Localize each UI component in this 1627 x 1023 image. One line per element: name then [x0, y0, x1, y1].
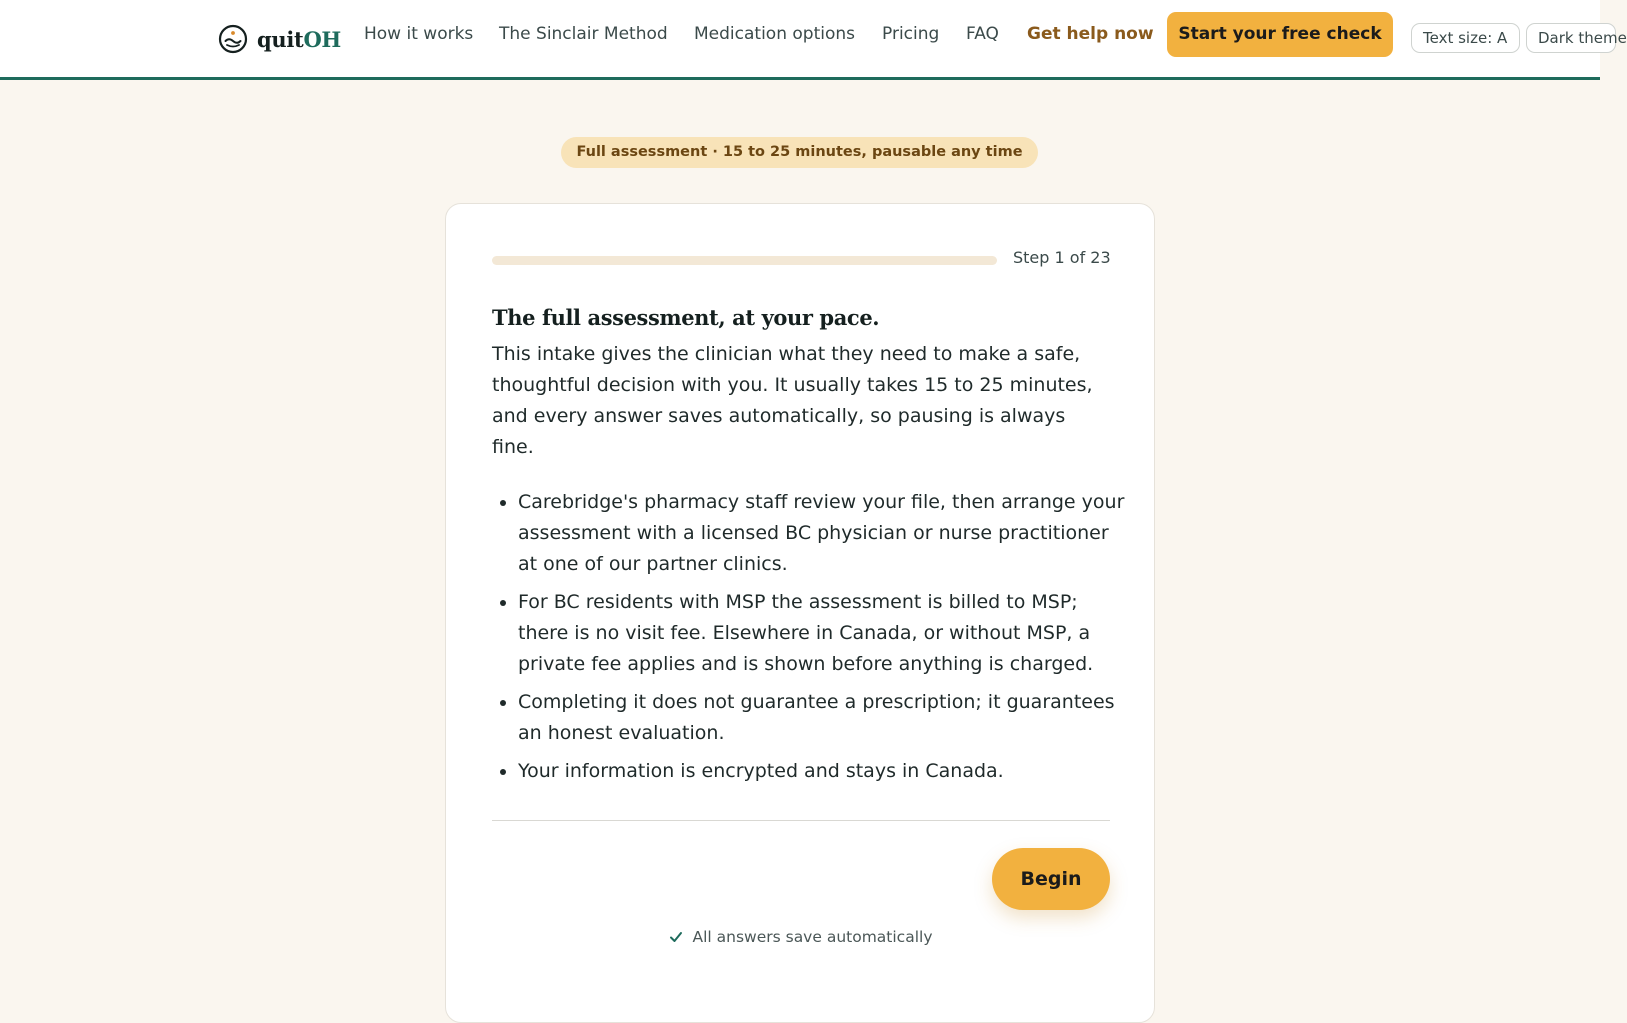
autosave-text: All answers save automatically: [692, 928, 933, 946]
begin-button[interactable]: Begin: [992, 848, 1110, 910]
autosave-note: [446, 928, 1156, 946]
assessment-card: [445, 203, 1155, 1023]
bullet-review-process: • Carebridge's pharmacy staff review your file, then arrange your assessment with a licensed BC physician or nurse practitioner at one of our partner clinics.: [518, 487, 1128, 580]
info-bullet-list: [492, 487, 1128, 794]
assessment-duration-badge: Full assessment · 15 to 25 minutes, pausable any time: [561, 137, 1038, 168]
nav-link-pricing[interactable]: Pricing: [882, 24, 940, 44]
nav-link-medication-options[interactable]: Medication options: [694, 24, 855, 44]
bullet-no-guarantee: • Completing it does not guarantee a prescription; it guarantees an honest evaluation.: [518, 687, 1128, 749]
logo-wordmark-accent: OH: [303, 26, 341, 52]
start-free-check-button[interactable]: Start your free check: [1167, 12, 1393, 57]
text-size-button[interactable]: Text size: A: [1411, 23, 1520, 53]
get-help-now-link[interactable]: Get help now: [1027, 24, 1154, 44]
bullet-msp-billing: • For BC residents with MSP the assessment is billed to MSP; there is no visit fee. Elsewhere in Canada, or without MSP, a private fee applies and is shown before anything is charged.: [518, 587, 1128, 680]
dark-theme-button[interactable]: Dark theme: [1526, 23, 1616, 53]
top-navigation-bar: [0, 0, 1627, 80]
site-logo[interactable]: [218, 22, 341, 56]
divider: [492, 820, 1110, 821]
step-counter: Step 1 of 23: [1013, 248, 1111, 267]
card-title: The full assessment, at your pace.: [492, 305, 880, 330]
logo-wordmark: [257, 27, 341, 52]
bullet-data-privacy: • Your information is encrypted and stays in Canada.: [518, 756, 1128, 787]
logo-wordmark-main: quit: [257, 26, 304, 52]
nav-link-sinclair-method[interactable]: The Sinclair Method: [499, 24, 668, 44]
intro-paragraph: This intake gives the clinician what they need to make a safe, thoughtful decision with you. It usually takes 15 to 25 minutes, and every answer saves automatically, so pausing is always fine.: [492, 343, 1093, 458]
face-logo-icon: [218, 24, 248, 54]
nav-link-faq[interactable]: FAQ: [966, 24, 999, 44]
nav-link-how-it-works[interactable]: How it works: [364, 24, 474, 44]
check-icon: [669, 930, 683, 944]
progress-bar: [492, 256, 997, 265]
